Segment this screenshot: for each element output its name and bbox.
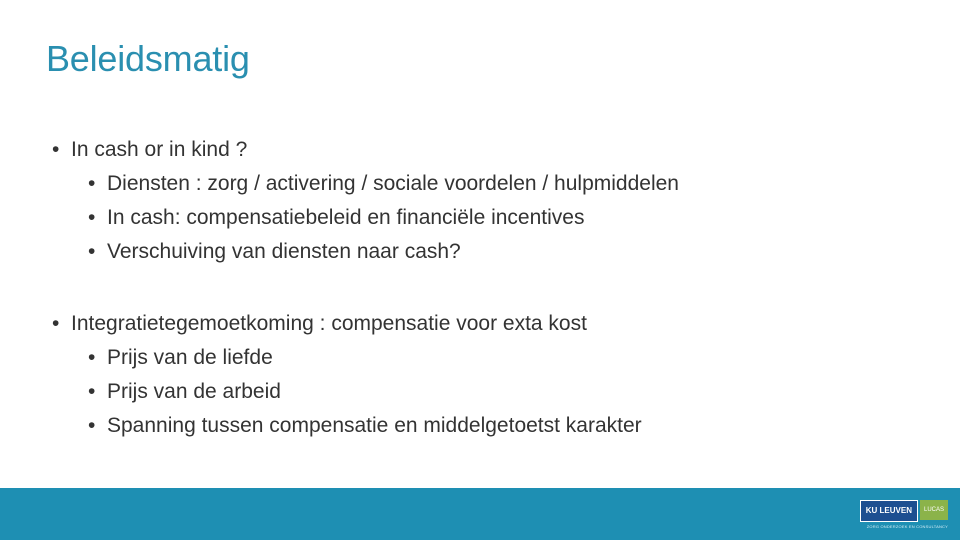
sub-bullet-item bbox=[52, 201, 912, 235]
sub-bullet-item bbox=[52, 167, 912, 201]
bullet-icon: • bbox=[88, 414, 96, 437]
bullet-text: In cash or in kind ? bbox=[71, 138, 248, 161]
sub-bullet-text: Spanning tussen compensatie en middelgetoetst karakter bbox=[107, 414, 642, 437]
sub-bullet-item bbox=[52, 341, 912, 375]
bullet-icon: • bbox=[88, 240, 96, 263]
bullet-group-1 bbox=[52, 133, 912, 269]
logo-badge: LUCAS bbox=[920, 500, 948, 520]
sub-bullet-text: Prijs van de liefde bbox=[107, 346, 273, 369]
footer-band bbox=[0, 488, 960, 540]
bullet-item bbox=[52, 307, 912, 341]
bullet-list bbox=[52, 133, 912, 443]
sub-bullet-item bbox=[52, 235, 912, 269]
logo-tagline: ZORG ONDERZOEK EN CONSULTANCY bbox=[866, 524, 948, 529]
bullet-icon: • bbox=[52, 312, 60, 335]
sub-bullet-text: Verschuiving van diensten naar cash? bbox=[107, 240, 461, 263]
bullet-icon: • bbox=[52, 138, 60, 161]
bullet-icon: • bbox=[88, 172, 96, 195]
bullet-icon: • bbox=[88, 346, 96, 369]
sub-bullet-text: Prijs van de arbeid bbox=[107, 380, 281, 403]
sub-bullet-text: In cash: compensatiebeleid en financiële incentives bbox=[107, 206, 585, 229]
bullet-item bbox=[52, 133, 912, 167]
bullet-group-2 bbox=[52, 307, 912, 443]
sub-bullet-text: Diensten : zorg / activering / sociale voordelen / hulpmiddelen bbox=[107, 172, 679, 195]
bullet-icon: • bbox=[88, 380, 96, 403]
ku-leuven-logo bbox=[860, 500, 948, 529]
sub-bullet-item bbox=[52, 409, 912, 443]
logo-main-text: KU LEUVEN bbox=[860, 500, 918, 522]
slide-title: Beleidsmatig bbox=[46, 38, 250, 79]
bullet-icon: • bbox=[88, 206, 96, 229]
bullet-text: Integratietegemoetkoming : compensatie voor exta kost bbox=[71, 312, 587, 335]
logo-row bbox=[860, 500, 948, 522]
sub-bullet-item bbox=[52, 375, 912, 409]
